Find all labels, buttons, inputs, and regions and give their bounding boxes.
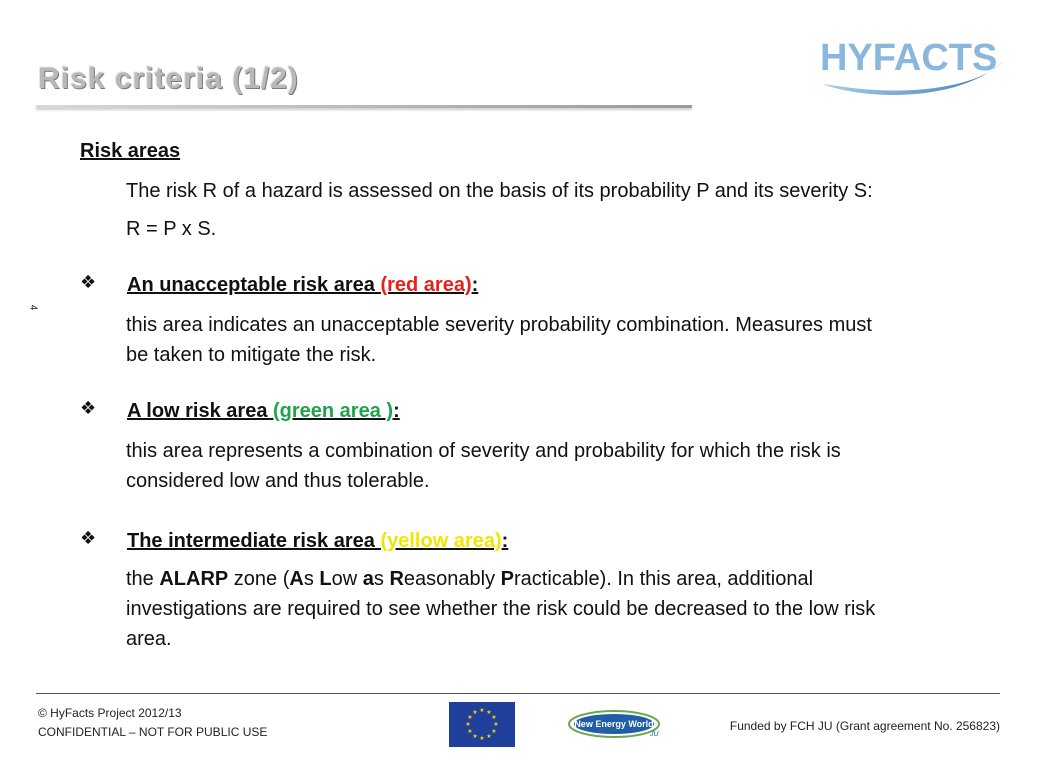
svg-text:★: ★: [479, 735, 485, 742]
risk-area-title-red: An unacceptable risk area (red area):: [127, 274, 479, 296]
svg-text:★: ★: [472, 709, 478, 716]
svg-text:★: ★: [465, 721, 471, 728]
svg-text:★: ★: [491, 728, 497, 735]
risk-area-desc-yellow-line1: the ALARP zone (As Low as Reasonably Practicable). In this area, additional: [126, 568, 814, 590]
svg-text:JU: JU: [650, 731, 659, 738]
svg-text:★: ★: [472, 733, 478, 740]
footer-funding: Funded by FCH JU (Grant agreement No. 256823): [729, 719, 1000, 733]
risk-area-desc-yellow-line2: investigations are required to see whether the risk could be decreased to the low risk: [126, 598, 876, 620]
footer-copyright: © HyFacts Project 2012/13: [38, 706, 182, 720]
risk-area-desc-red-line2: be taken to mitigate the risk.: [126, 344, 377, 366]
svg-text:★: ★: [486, 733, 492, 740]
slide-title: Risk criteria (1/2): [38, 62, 299, 95]
bullet-diamond-icon: ❖: [80, 528, 97, 548]
risk-area-title-green: A low risk area (green area ):: [127, 400, 400, 422]
risk-area-desc-yellow-line3: area.: [126, 628, 172, 650]
hyfacts-logo: [812, 22, 1012, 100]
slide-number: 4: [27, 304, 39, 311]
footer-divider: [36, 693, 1000, 694]
svg-text:★: ★: [467, 728, 473, 735]
svg-text:★: ★: [493, 721, 499, 728]
svg-text:★: ★: [467, 714, 473, 721]
footer-confidential: CONFIDENTIAL – NOT FOR PUBLIC USE: [38, 725, 268, 739]
svg-text:★: ★: [486, 709, 492, 716]
intro-text: The risk R of a hazard is assessed on the basis of its probability P and its severity S:: [126, 180, 873, 202]
formula-text: R = P x S.: [126, 218, 217, 240]
svg-text:★: ★: [491, 714, 497, 721]
new-energy-world-logo: [566, 706, 662, 746]
bullet-diamond-icon: ❖: [80, 398, 97, 418]
svg-text:HYFACTS: HYFACTS: [820, 37, 998, 79]
risk-area-desc-green-line2: considered low and thus tolerable.: [126, 470, 430, 492]
risk-area-desc-red-line1: this area indicates an unacceptable severity probability combination. Measures must: [126, 314, 872, 336]
eu-flag-icon: [449, 702, 515, 747]
section-heading: Risk areas: [80, 140, 181, 162]
svg-text:★: ★: [479, 707, 485, 714]
footer-left: [38, 704, 267, 742]
bullet-diamond-icon: ❖: [80, 272, 97, 292]
title-underline: [36, 105, 692, 108]
risk-area-desc-green-line1: this area represents a combination of severity and probability for which the risk is: [126, 440, 841, 462]
svg-text:New Energy World: New Energy World: [574, 719, 654, 729]
risk-area-title-yellow: The intermediate risk area (yellow area):: [127, 530, 509, 552]
